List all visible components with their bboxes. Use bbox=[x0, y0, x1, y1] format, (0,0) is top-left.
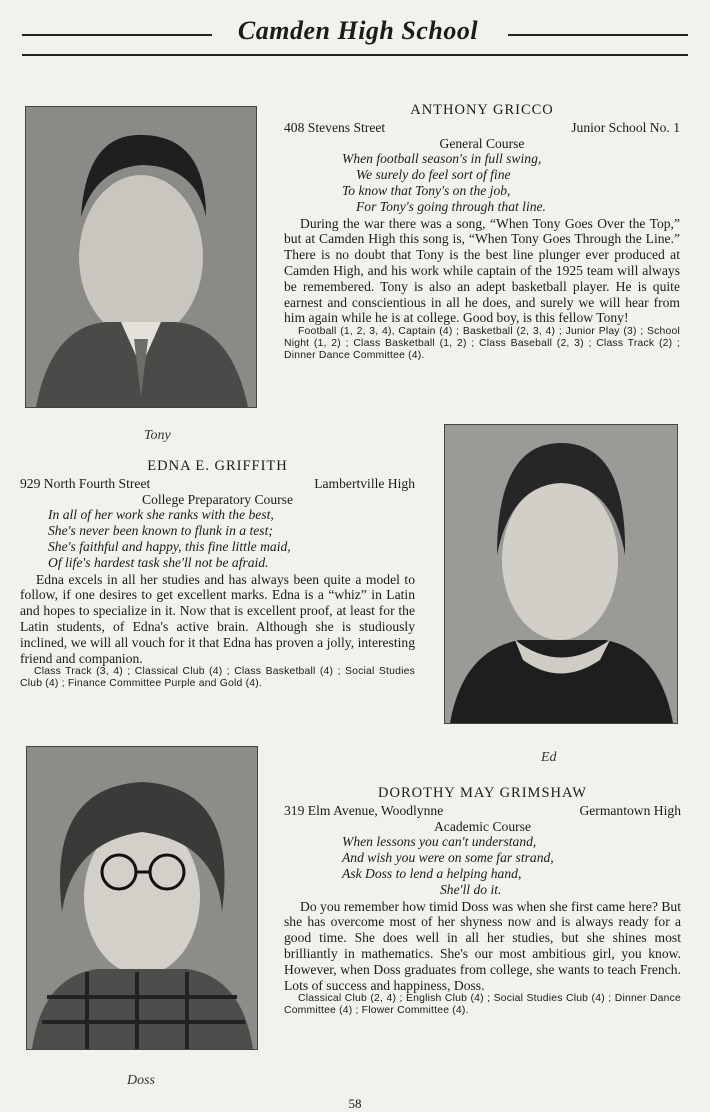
poem-line: And wish you were on some far strand, bbox=[342, 850, 554, 866]
photo-caption: Doss bbox=[127, 1073, 156, 1088]
poem-line: She's faithful and happy, this fine little maid, bbox=[48, 538, 291, 554]
student-name: ANTHONY GRICCO bbox=[410, 102, 554, 118]
poem-line: When lessons you can't understand, bbox=[342, 834, 537, 850]
activities: Classical Club (2, 4) ; English Club (4) ; Social Studies Club (4) ; Dinner Dance Committee (4) ; Flower Committee (4). bbox=[284, 993, 681, 1017]
poem-line: She'll do it. bbox=[440, 881, 502, 897]
portrait-photo bbox=[25, 106, 257, 408]
poem-line: Ask Doss to lend a helping hand, bbox=[342, 865, 522, 881]
poem-line: She's never been known to flunk in a test; bbox=[48, 523, 273, 539]
student-entry bbox=[284, 786, 681, 1017]
course-name: General Course bbox=[439, 135, 525, 151]
header-rule-right bbox=[508, 34, 688, 36]
photo-caption: Tony bbox=[144, 428, 171, 443]
address-line bbox=[284, 120, 680, 136]
student-name: EDNA E. GRIFFITH bbox=[147, 458, 288, 474]
biography: Do you remember how timid Doss was when she first came here? But she has overcome most of her shyness now and is always ready for a good time. She does well in all her studies, but she shines most brilliantly in mathematics. She's our most ambitious girl, you know. However, when Doss graduates from college, she wants to teach French. Lots of success and happiness, Doss. bbox=[284, 898, 681, 993]
student-address: 408 Stevens Street bbox=[284, 119, 386, 135]
student-address: 929 North Fourth Street bbox=[20, 475, 151, 491]
address-line bbox=[284, 803, 681, 819]
course-name: Academic Course bbox=[433, 818, 531, 834]
student-address: 319 Elm Avenue, Woodlynne bbox=[284, 802, 444, 818]
poem-line: We surely do feel sort of fine bbox=[356, 167, 511, 183]
header-rule-bottom bbox=[22, 54, 688, 56]
previous-school: Lambertville High bbox=[314, 475, 415, 491]
student-entry bbox=[284, 103, 680, 362]
biography: Edna excels in all her studies and has always been quite a model to follow, if one desires to get excellent marks. Edna is a “whiz” in Latin and hopes to specialize in it. Now that is excellent proof, at least for the Latin students, of Edna's active brain. Although she is studiously inclined, we will all vouch for it that Edna has proven a jolly, interesting friend and companion. bbox=[20, 571, 415, 666]
previous-school: Junior School No. 1 bbox=[571, 119, 680, 135]
previous-school: Germantown High bbox=[579, 802, 681, 818]
portrait-photo bbox=[444, 424, 678, 724]
address-line bbox=[20, 476, 415, 492]
student-entry bbox=[20, 459, 415, 690]
activities: Football (1, 2, 3, 4), Captain (4) ; Basketball (2, 3, 4) ; Junior Play (3) ; School Night (1, 2) ; Class Basketball (1, 2) ; Class Baseball (2, 3) ; Class Track (2) ; Dinner Dance Committee (4). bbox=[284, 326, 680, 362]
poem-line: In all of her work she ranks with the best, bbox=[48, 507, 274, 523]
page-title: Camden High School bbox=[237, 16, 479, 45]
photo-caption: Ed bbox=[541, 750, 557, 765]
poem-line: Of life's hardest task she'll not be afraid. bbox=[48, 554, 269, 570]
poem-line: For Tony's going through that line. bbox=[356, 198, 546, 214]
page-header bbox=[22, 8, 688, 58]
poem-line: When football season's in full swing, bbox=[342, 151, 542, 167]
poem bbox=[284, 834, 681, 897]
biography: During the war there was a song, “When Tony Goes Over the Top,” but at Camden High this song is, “When Tony Goes Through the Line.” There is no doubt that Tony is the best line plunger ever produced at Camden High, and his work while captain of the 1925 team will always be remembered. Tony is also an adept basketball player. He is quite earnest and conscientious in all he does, and surely we will hear from him again while he is at college. Good boy, is this fellow Tony! bbox=[284, 215, 680, 326]
portrait-photo bbox=[26, 746, 258, 1050]
header-rule-left bbox=[22, 34, 212, 36]
poem-line: To know that Tony's on the job, bbox=[342, 182, 511, 198]
course-name: College Preparatory Course bbox=[142, 491, 293, 507]
activities: Class Track (3, 4) ; Classical Club (4) ; Class Basketball (4) ; Social Studies Club (4) ; Finance Committee Purple and Gold (4). bbox=[20, 666, 415, 690]
poem bbox=[20, 507, 415, 570]
student-name: DOROTHY MAY GRIMSHAW bbox=[378, 785, 587, 801]
poem bbox=[284, 151, 680, 214]
page-number: 58 bbox=[348, 1096, 362, 1111]
